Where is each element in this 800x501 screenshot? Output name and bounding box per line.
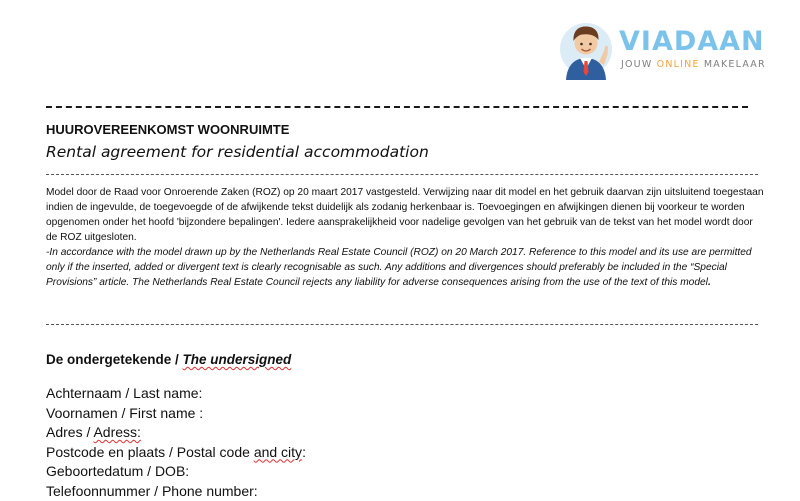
- field-address: [46, 423, 306, 443]
- disclaimer-en: -In accordance with the model drawn up by the Netherlands Real Estate Council (ROZ) on 20 March 2017. Reference to this model and its use are permitted only if the inserted, added or divergent text is clearly recognisable as such. Any additions and divergences should preferably be included in the “Special Provisions” article. The Netherlands Real Estate Council rejects any liability for adverse consequences arising from the use of the text of this model: [46, 247, 752, 288]
- document-title-nl: HUUROVEREENKOMST WOONRUIMTE: [46, 122, 289, 138]
- disclaimer-nl: Model door de Raad voor Onroerende Zaken (ROZ) op 20 maart 2017 vastgesteld. Verwijzing naar dit model en het gebruik daarvan zijn uitsluitend toegestaan indien de ingevulde, de toegevoegde of de afwijkende tekst duidelijk als zodanig herkenbaar is. Toevoegingen en afwijkingen dienen bij voorkeur te worden opgenomen onder het hoofd 'bijzondere bepalingen'. Iedere aansprakelijkheid voor nadelige gevolgen van het gebruik van de tekst van het model wordt door de ROZ uitgesloten.: [46, 185, 766, 245]
- agent-avatar-icon: [558, 18, 616, 80]
- field-address-word: Adress:: [93, 424, 140, 440]
- field-address-prefix: Adres /: [46, 424, 93, 440]
- logo-tagline: [621, 59, 766, 71]
- logo-tagline-after: MAKELAAR: [700, 59, 766, 70]
- field-postcode-prefix: Postcode en plaats / Postal code: [46, 444, 254, 460]
- field-last-name: Achternaam / Last name:: [46, 384, 306, 404]
- document-title-en: Rental agreement for residential accommodation: [46, 142, 429, 162]
- undersigned-heading: [46, 351, 291, 369]
- top-dashed-divider: [46, 106, 748, 108]
- logo-tagline-highlight: ONLINE: [657, 59, 700, 70]
- undersigned-nl: De ondergetekende /: [46, 352, 183, 367]
- disclaimer-en-end: .: [708, 277, 711, 288]
- undersigned-en: The undersigned: [183, 352, 292, 367]
- field-postcode-suffix: :: [302, 444, 306, 460]
- logo-title: VIADAAN: [619, 27, 765, 57]
- logo-tagline-before: JOUW: [621, 59, 657, 70]
- field-phone: Telefoonnummer / Phone number:: [46, 482, 306, 501]
- tenant-fields: [46, 384, 306, 501]
- disclaimer-en-paragraph: [46, 245, 766, 290]
- field-first-name: Voornamen / First name :: [46, 404, 306, 424]
- viadaan-logo: [558, 18, 758, 82]
- title-dashed-divider: [46, 174, 758, 175]
- disclaimer-dashed-divider: [46, 324, 758, 325]
- field-postcode-city: [46, 443, 306, 463]
- roz-disclaimer: [46, 185, 766, 290]
- field-dob: Geboortedatum / DOB:: [46, 462, 306, 482]
- field-postcode-word: and city: [254, 444, 302, 460]
